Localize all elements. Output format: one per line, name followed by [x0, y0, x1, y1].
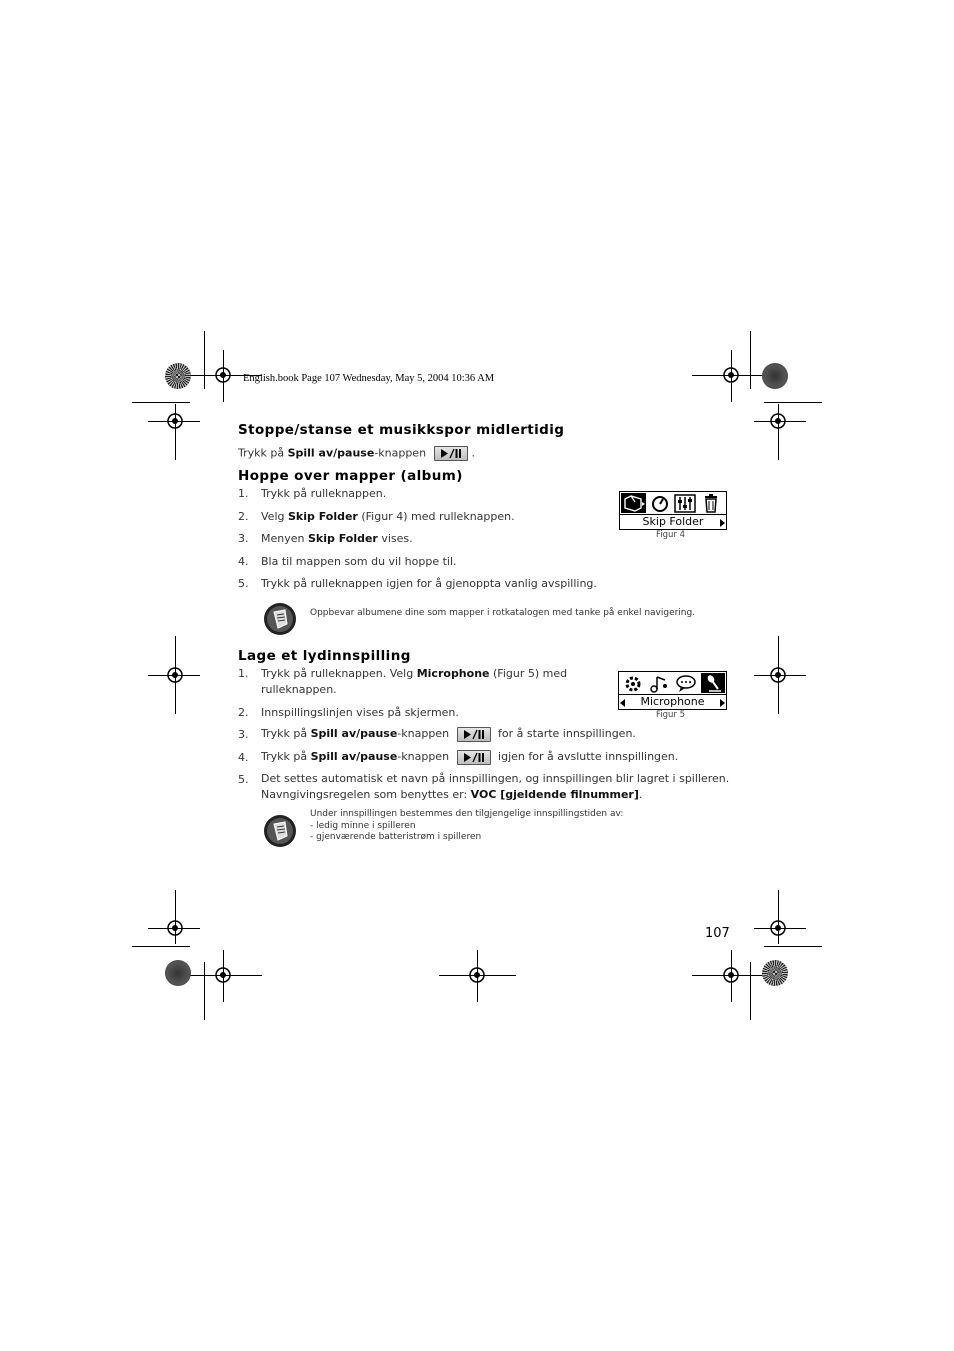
registration-target-icon: [468, 966, 486, 984]
play-pause-button-icon: [457, 727, 491, 742]
text-segment: Trykk på rulleknappen.: [261, 487, 387, 500]
tip-text: Oppbevar albumene dine som mapper i rotkatalogen med tanke på enkel navigering.: [310, 608, 696, 618]
settings-icon: [623, 674, 643, 693]
section-text: [238, 446, 475, 461]
arrow-right-icon: [720, 519, 725, 527]
registration-target-icon: [722, 966, 740, 984]
step-text: [261, 554, 457, 570]
bold-term: Spill av/pause: [310, 750, 398, 763]
crop-mark: [764, 946, 822, 947]
text-segment: Det settes automatisk et navn på innspillingen, og innspillingen blir lagret i spilleren.: [261, 772, 730, 785]
screen-label: Skip Folder: [642, 515, 704, 528]
step-text: [261, 666, 567, 698]
step-number: 1.: [238, 667, 249, 680]
bold-term: Skip Folder: [307, 532, 378, 545]
tip-hand-icon: [263, 602, 297, 636]
text-segment: Trykk på: [261, 727, 311, 740]
step-number: 3.: [238, 728, 249, 741]
registration-target-icon: [166, 412, 184, 430]
step-number: 5.: [238, 577, 249, 590]
text-segment: Velg: [261, 510, 288, 523]
registration-target-icon: [166, 666, 184, 684]
text-segment: rulleknappen.: [261, 683, 337, 696]
step-number: 2.: [238, 510, 249, 523]
step-text: [261, 509, 515, 525]
tip-hand-icon: [263, 814, 297, 848]
registration-target-icon: [166, 919, 184, 937]
text-segment: Trykk på: [238, 446, 288, 460]
bold-term: Spill av/pause: [287, 446, 375, 460]
crop-mark: [132, 402, 190, 403]
step-number: 5.: [238, 773, 249, 786]
crop-mark: [132, 946, 190, 947]
bold-term: Spill av/pause: [310, 727, 398, 740]
crop-mark: [750, 331, 751, 389]
text-segment: vises.: [377, 532, 413, 545]
starburst-icon: [165, 960, 191, 986]
step-number: 1.: [238, 487, 249, 500]
arrow-right-icon: [720, 699, 725, 707]
text-segment: -knappen: [374, 446, 427, 460]
equalizer-icon: [674, 494, 696, 513]
step-text: [261, 531, 413, 547]
gauge-icon: [650, 494, 670, 513]
text-segment: (Figur 5) med: [489, 667, 568, 680]
tip-text: [310, 809, 623, 844]
text-segment: (Figur 4) med rulleknappen.: [357, 510, 515, 523]
section-title: Hoppe over mapper (album): [238, 468, 463, 484]
text-segment: Trykk på rulleknappen. Velg: [261, 667, 417, 680]
tip-line: Under innspillingen bestemmes den tilgjengelige innspillingstiden av:: [310, 809, 624, 819]
text-segment: Navngivingsregelen som benyttes er:: [261, 788, 471, 801]
bold-term: Microphone: [416, 667, 490, 680]
step-text: [261, 576, 597, 592]
starburst-icon: [165, 363, 191, 389]
text-segment: Trykk på rulleknappen igjen for å gjenoppta vanlig avspilling.: [261, 577, 597, 590]
registration-target-icon: [769, 412, 787, 430]
step-text: [261, 771, 729, 803]
page-number: 107: [705, 926, 730, 941]
section-title: Stoppe/stanse et musikkspor midlertidig: [238, 422, 565, 438]
text-segment: Bla til mappen som du vil hoppe til.: [261, 555, 457, 568]
step-text: [261, 486, 386, 502]
starburst-icon: [762, 363, 788, 389]
step-text: [261, 726, 636, 742]
music-note-icon: [649, 674, 669, 693]
crop-mark: [204, 962, 205, 1020]
play-pause-button-icon: [434, 446, 468, 461]
text-segment: igjen for å avslutte innspillingen.: [498, 750, 679, 763]
microphone-icon: [701, 673, 725, 693]
crop-mark: [764, 402, 822, 403]
registration-target-icon: [769, 666, 787, 684]
step-number: 4.: [238, 555, 249, 568]
registration-target-icon: [722, 366, 740, 384]
device-screen-figure-5: [618, 671, 727, 710]
step-number: 3.: [238, 532, 249, 545]
text-segment: Menyen: [261, 532, 308, 545]
step-number: 4.: [238, 751, 249, 764]
text-segment: Trykk på: [261, 750, 311, 763]
starburst-icon: [762, 960, 788, 986]
text-segment: for å starte innspillingen.: [498, 727, 636, 740]
step-number: 2.: [238, 706, 249, 719]
text-segment: -knappen: [397, 750, 450, 763]
section-title: Lage et lydinnspilling: [238, 648, 411, 664]
text-segment: .: [471, 446, 476, 460]
trash-icon: [703, 494, 719, 513]
crop-mark: [204, 331, 205, 389]
tip-line: - ledig minne i spilleren: [310, 820, 416, 831]
tip-line: - gjenværende batteristrøm i spilleren: [310, 832, 482, 842]
speech-bubble-icon: [675, 674, 697, 693]
registration-target-icon: [769, 919, 787, 937]
figure-caption: Figur 4: [656, 530, 686, 540]
bold-term: VOC [gjeldende filnummer]: [470, 788, 639, 801]
text-segment: .: [638, 788, 643, 801]
registration-target-icon: [214, 966, 232, 984]
crop-mark: [750, 962, 751, 1020]
registration-target-icon: [214, 366, 232, 384]
screen-label: Microphone: [640, 695, 705, 708]
bold-term: Skip Folder: [287, 510, 358, 523]
step-text: Innspillingslinjen vises på skjermen.: [261, 706, 459, 719]
folder-icon: [621, 493, 646, 513]
device-screen-figure-4: [619, 491, 727, 530]
play-pause-button-icon: [457, 750, 491, 765]
text-segment: -knappen: [397, 727, 450, 740]
step-text: [261, 749, 678, 765]
print-info: English.book Page 107 Wednesday, May 5, 2004 10:36 AM: [243, 373, 495, 384]
figure-caption: Figur 5: [656, 710, 686, 720]
